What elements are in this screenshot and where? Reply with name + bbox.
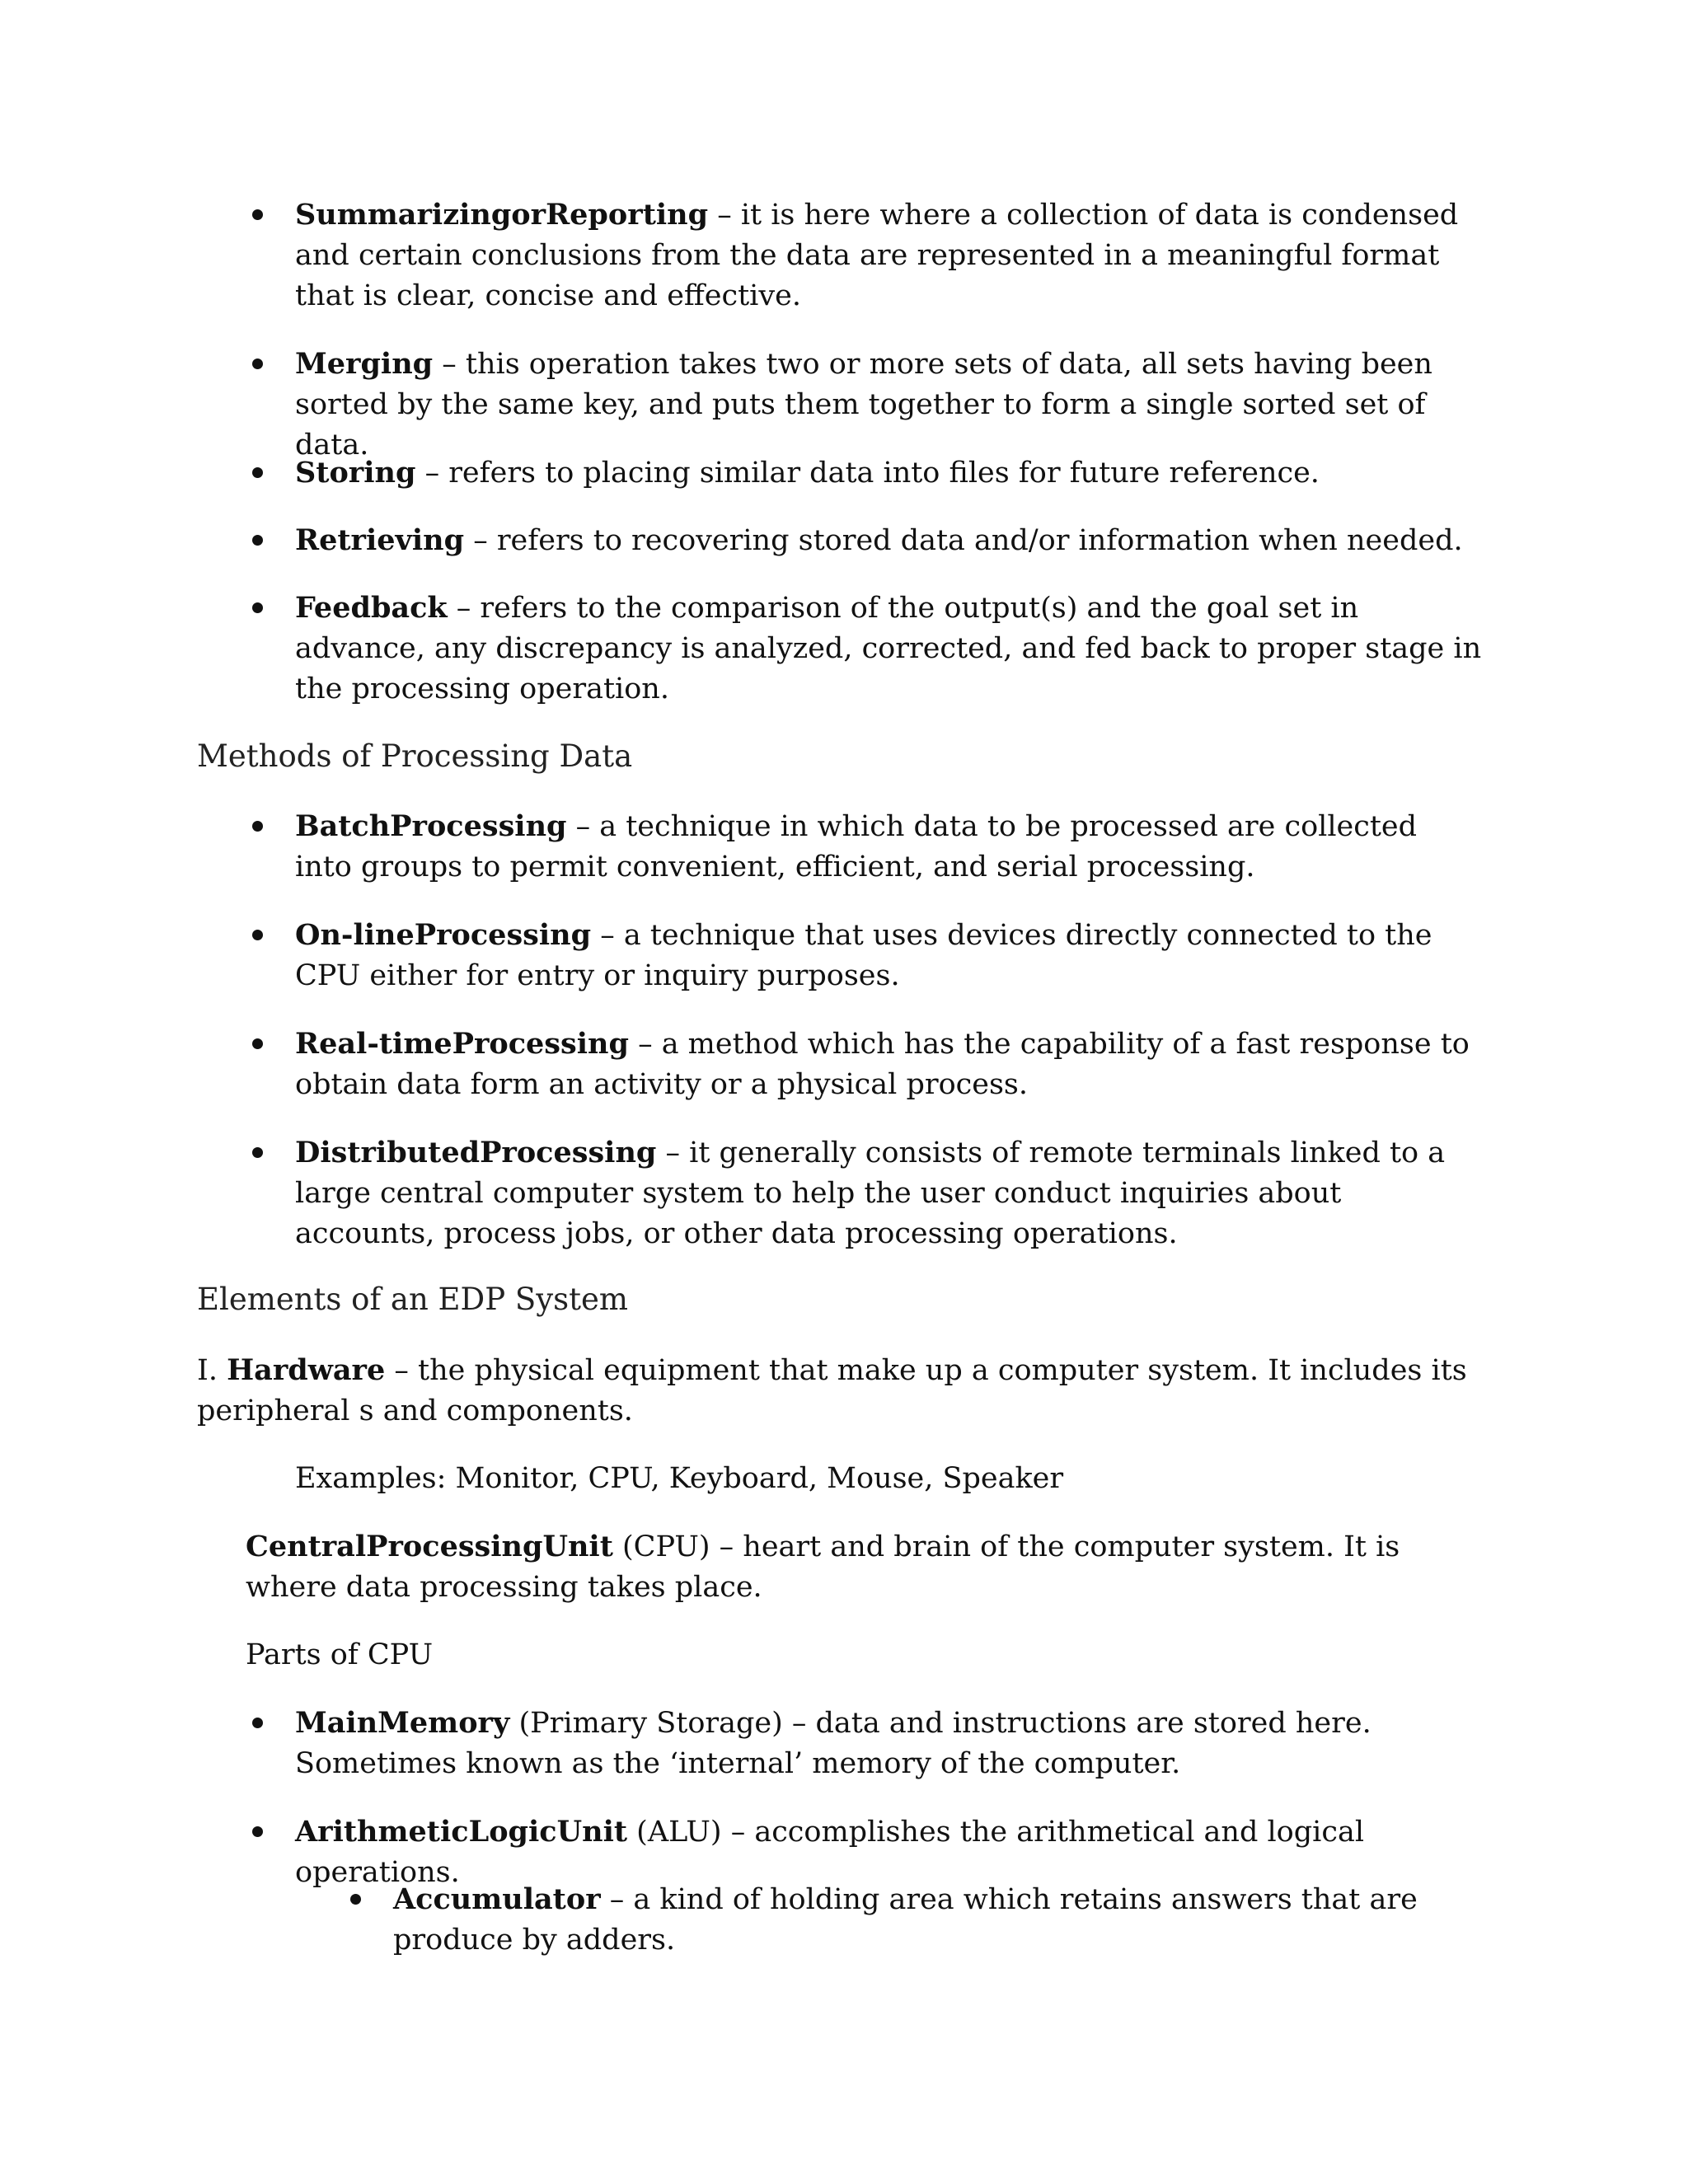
list-item (295, 588, 1482, 710)
description: – the physical equipment that make up a computer system. It includes its peripheral s and components. (197, 1354, 1467, 1427)
examples-line: Examples: Monitor, CPU, Keyboard, Mouse, Speaker (295, 1462, 1064, 1495)
term: On-lineProcessing (295, 918, 592, 952)
term: DistributedProcessing (295, 1136, 657, 1169)
list-item (295, 1703, 1482, 1784)
description: – refers to the comparison of the output(s) and the goal set in advance, any discrepancy is analyzed, corrected, and fed back to proper stage in the processing operation. (295, 592, 1482, 705)
term: Merging (295, 347, 434, 381)
term: Accumulator (393, 1882, 601, 1916)
list-item (393, 1879, 1481, 1961)
section-heading: Elements of an EDP System (197, 1282, 628, 1317)
list-item (295, 1024, 1482, 1105)
term: BatchProcessing (295, 809, 567, 843)
list-item (295, 194, 1482, 316)
numeral: I. (197, 1354, 227, 1387)
cpu-paragraph (246, 1526, 1482, 1608)
term: CentralProcessingUnit (246, 1530, 613, 1563)
term: Storing (295, 456, 416, 490)
list-item (295, 344, 1482, 466)
description: – it generally consists of remote terminals linked to a large central computer system to help the user conduct inquiries about accounts, process jobs, or other data processing operations. (295, 1137, 1446, 1250)
term: Real-timeProcessing (295, 1027, 629, 1061)
term: Feedback (295, 591, 448, 625)
term: Hardware (227, 1353, 386, 1387)
description: – refers to placing similar data into files for future reference. (415, 457, 1320, 490)
description: – a method which has the capability of a fast response to obtain data form an activity or a physical process. (295, 1028, 1470, 1101)
term: ArithmeticLogicUnit (295, 1815, 628, 1849)
term: Retrieving (295, 523, 465, 557)
term: SummarizingorReporting (295, 198, 709, 232)
term: MainMemory (295, 1706, 510, 1740)
description: (ALU) – accomplishes the arithmetical and logical operations. (295, 1816, 1365, 1889)
description: – a technique in which data to be processed are collected into groups to permit convenient, efficient, and serial processing. (295, 810, 1418, 883)
list-item (295, 806, 1482, 888)
list-item (295, 520, 1482, 561)
list-item (295, 915, 1482, 996)
description: – this operation takes two or more sets of data, all sets having been sorted by the same key, and puts them together to form a single sorted set of data. (295, 348, 1432, 462)
list-item (295, 1132, 1482, 1254)
section-heading: Methods of Processing Data (197, 738, 633, 774)
description: (CPU) – heart and brain of the computer system. It is where data processing takes place. (246, 1530, 1400, 1604)
description: – it is here where a collection of data is condensed and certain conclusions from the data are represented in a meaningful format that is clear, concise and effective. (295, 199, 1459, 312)
description: – a kind of holding area which retains answers that are produce by adders. (393, 1883, 1418, 1957)
description: (Primary Storage) – data and instructions are stored here. Sometimes known as the ‘internal’ memory of the computer. (295, 1707, 1372, 1780)
parts-heading: Parts of CPU (246, 1638, 434, 1671)
list-item (295, 452, 1482, 494)
description: – a technique that uses devices directly connected to the CPU either for entry or inquiry purposes. (295, 919, 1432, 992)
description: – refers to recovering stored data and/or information when needed. (464, 524, 1463, 557)
hardware-paragraph (197, 1350, 1483, 1432)
